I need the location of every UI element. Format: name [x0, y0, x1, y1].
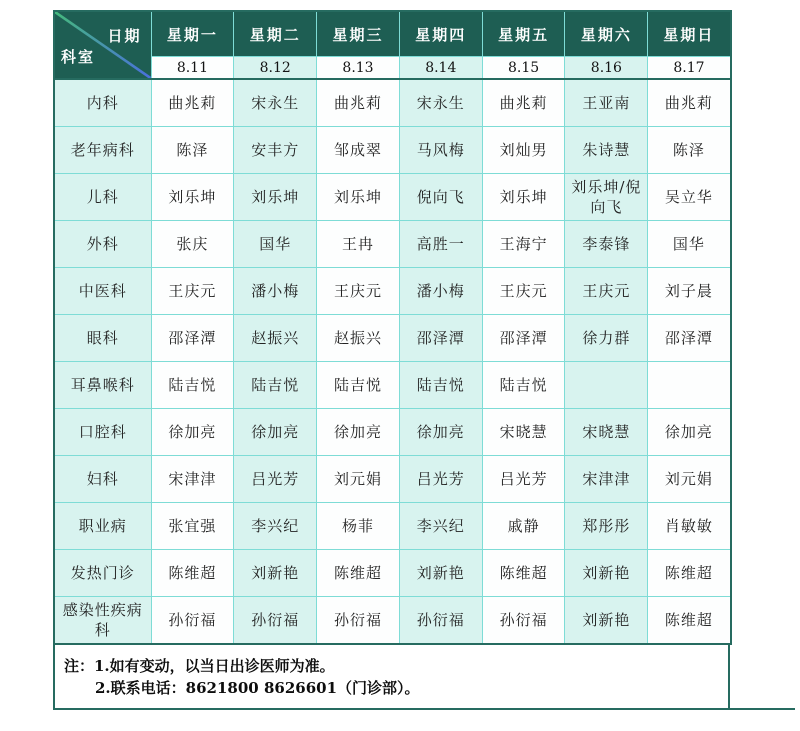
schedule-cell: 孙衍福 — [234, 597, 317, 645]
table-row — [54, 221, 731, 268]
schedule-cell: 曲兆莉 — [482, 79, 565, 127]
weekday-header-row — [54, 11, 731, 57]
weekday-header: 星期三 — [317, 11, 400, 57]
schedule-cell: 王海宁 — [482, 221, 565, 268]
schedule-cell: 刘灿男 — [482, 127, 565, 174]
schedule-cell: 倪向飞 — [399, 174, 482, 221]
schedule-cell: 陆吉悦 — [399, 362, 482, 409]
schedule-cell: 刘乐坤 — [234, 174, 317, 221]
schedule-cell: 徐加亮 — [399, 409, 482, 456]
schedule-cell: 潘小梅 — [234, 268, 317, 315]
schedule-cell — [565, 362, 648, 409]
department-label: 儿科 — [54, 174, 151, 221]
weekday-header: 星期一 — [151, 11, 234, 57]
weekday-header: 星期日 — [648, 11, 731, 57]
schedule-cell: 张宜强 — [151, 503, 234, 550]
schedule-cell: 邵泽潭 — [482, 315, 565, 362]
schedule-cell: 刘新艳 — [565, 597, 648, 645]
corner-dept-label: 科室 — [61, 48, 96, 66]
date-label: 8.16 — [565, 57, 648, 80]
department-label: 感染性疾病科 — [54, 597, 151, 645]
footnotes-box — [53, 645, 730, 710]
table-row — [54, 550, 731, 597]
schedule-cell: 国华 — [648, 221, 731, 268]
schedule-cell: 徐加亮 — [648, 409, 731, 456]
schedule-cell: 吕光芳 — [234, 456, 317, 503]
date-label: 8.12 — [234, 57, 317, 80]
schedule-cell: 王庆元 — [482, 268, 565, 315]
schedule-cell: 陈维超 — [648, 597, 731, 645]
schedule-cell: 李泰锋 — [565, 221, 648, 268]
schedule-cell: 宋津津 — [565, 456, 648, 503]
schedule-cell: 宋晓慧 — [565, 409, 648, 456]
schedule-cell: 国华 — [234, 221, 317, 268]
schedule-cell: 徐加亮 — [317, 409, 400, 456]
schedule-cell: 曲兆莉 — [648, 79, 731, 127]
schedule-cell: 李兴纪 — [234, 503, 317, 550]
corner-header-cell — [54, 11, 151, 79]
schedule-cell: 刘乐坤/倪向飞 — [565, 174, 648, 221]
schedule-cell: 肖敏敏 — [648, 503, 731, 550]
schedule-cell: 马风梅 — [399, 127, 482, 174]
weekday-header: 星期五 — [482, 11, 565, 57]
schedule-cell: 邵泽潭 — [399, 315, 482, 362]
date-label: 8.11 — [151, 57, 234, 80]
schedule-cell: 徐力群 — [565, 315, 648, 362]
schedule-cell: 曲兆莉 — [317, 79, 400, 127]
schedule-cell: 王冉 — [317, 221, 400, 268]
schedule-cell: 邵泽潭 — [648, 315, 731, 362]
schedule-table — [53, 10, 732, 645]
schedule-cell: 陈维超 — [151, 550, 234, 597]
department-label: 妇科 — [54, 456, 151, 503]
schedule-cell: 刘元娟 — [648, 456, 731, 503]
schedule-cell: 宋津津 — [151, 456, 234, 503]
department-label: 耳鼻喉科 — [54, 362, 151, 409]
weekday-header: 星期四 — [399, 11, 482, 57]
schedule-cell: 潘小梅 — [399, 268, 482, 315]
schedule-cell: 高胜一 — [399, 221, 482, 268]
schedule-cell: 陆吉悦 — [317, 362, 400, 409]
schedule-cell: 郑彤彤 — [565, 503, 648, 550]
table-row — [54, 409, 731, 456]
schedule-cell: 陆吉悦 — [234, 362, 317, 409]
schedule-cell: 陆吉悦 — [151, 362, 234, 409]
schedule-cell: 陆吉悦 — [482, 362, 565, 409]
footnote-line-2: 2.联系电话：8621800 8626601（门诊部）。 — [95, 678, 420, 697]
schedule-cell: 刘乐坤 — [317, 174, 400, 221]
table-row — [54, 174, 731, 221]
schedule-cell: 徐加亮 — [234, 409, 317, 456]
schedule-cell: 邹成翠 — [317, 127, 400, 174]
schedule-cell: 孙衍福 — [317, 597, 400, 645]
date-label: 8.17 — [648, 57, 731, 80]
department-label: 内科 — [54, 79, 151, 127]
schedule-cell: 张庆 — [151, 221, 234, 268]
schedule-cell: 安丰方 — [234, 127, 317, 174]
table-row — [54, 503, 731, 550]
schedule-cell: 邵泽潭 — [151, 315, 234, 362]
table-row — [54, 127, 731, 174]
schedule-cell: 孙衍福 — [151, 597, 234, 645]
schedule-cell: 王亚南 — [565, 79, 648, 127]
table-row — [54, 79, 731, 127]
schedule-cell: 刘新艳 — [565, 550, 648, 597]
schedule-cell: 宋晓慧 — [482, 409, 565, 456]
footnote-line-1: 注：1.如有变动，以当日出诊医师为准。 — [64, 657, 335, 675]
schedule-cell: 赵振兴 — [317, 315, 400, 362]
weekday-header: 星期二 — [234, 11, 317, 57]
schedule-cell: 曲兆莉 — [151, 79, 234, 127]
schedule-cell: 孙衍福 — [482, 597, 565, 645]
schedule-cell: 陈泽 — [648, 127, 731, 174]
table-row — [54, 268, 731, 315]
schedule-cell — [648, 362, 731, 409]
department-label: 老年病科 — [54, 127, 151, 174]
schedule-cell: 宋永生 — [399, 79, 482, 127]
corner-date-label: 日期 — [107, 27, 142, 45]
schedule-content — [53, 10, 730, 710]
schedule-cell: 刘元娟 — [317, 456, 400, 503]
department-label: 职业病 — [54, 503, 151, 550]
schedule-cell: 戚静 — [482, 503, 565, 550]
schedule-cell: 刘乐坤 — [151, 174, 234, 221]
table-row — [54, 315, 731, 362]
schedule-cell: 孙衍福 — [399, 597, 482, 645]
schedule-cell: 王庆元 — [317, 268, 400, 315]
schedule-cell: 陈泽 — [151, 127, 234, 174]
schedule-cell: 吕光芳 — [399, 456, 482, 503]
date-label: 8.15 — [482, 57, 565, 80]
date-header-row — [54, 57, 731, 80]
schedule-cell: 宋永生 — [234, 79, 317, 127]
schedule-cell: 赵振兴 — [234, 315, 317, 362]
schedule-cell: 杨菲 — [317, 503, 400, 550]
weekday-header: 星期六 — [565, 11, 648, 57]
schedule-cell: 李兴纪 — [399, 503, 482, 550]
date-label: 8.14 — [399, 57, 482, 80]
schedule-cell: 吕光芳 — [482, 456, 565, 503]
schedule-cell: 王庆元 — [151, 268, 234, 315]
schedule-cell: 陈维超 — [482, 550, 565, 597]
table-row — [54, 362, 731, 409]
schedule-cell: 陈维超 — [648, 550, 731, 597]
department-label: 外科 — [54, 221, 151, 268]
schedule-cell: 王庆元 — [565, 268, 648, 315]
schedule-cell: 刘新艳 — [234, 550, 317, 597]
schedule-cell: 刘乐坤 — [482, 174, 565, 221]
department-label: 口腔科 — [54, 409, 151, 456]
table-row — [54, 456, 731, 503]
schedule-cell: 徐加亮 — [151, 409, 234, 456]
department-label: 中医科 — [54, 268, 151, 315]
date-label: 8.13 — [317, 57, 400, 80]
department-label: 眼科 — [54, 315, 151, 362]
schedule-cell: 陈维超 — [317, 550, 400, 597]
schedule-cell: 刘子晨 — [648, 268, 731, 315]
schedule-cell: 刘新艳 — [399, 550, 482, 597]
schedule-cell: 朱诗慧 — [565, 127, 648, 174]
table-row — [54, 597, 731, 645]
schedule-cell: 吴立华 — [648, 174, 731, 221]
bottom-border-extension — [728, 708, 795, 710]
department-label: 发热门诊 — [54, 550, 151, 597]
